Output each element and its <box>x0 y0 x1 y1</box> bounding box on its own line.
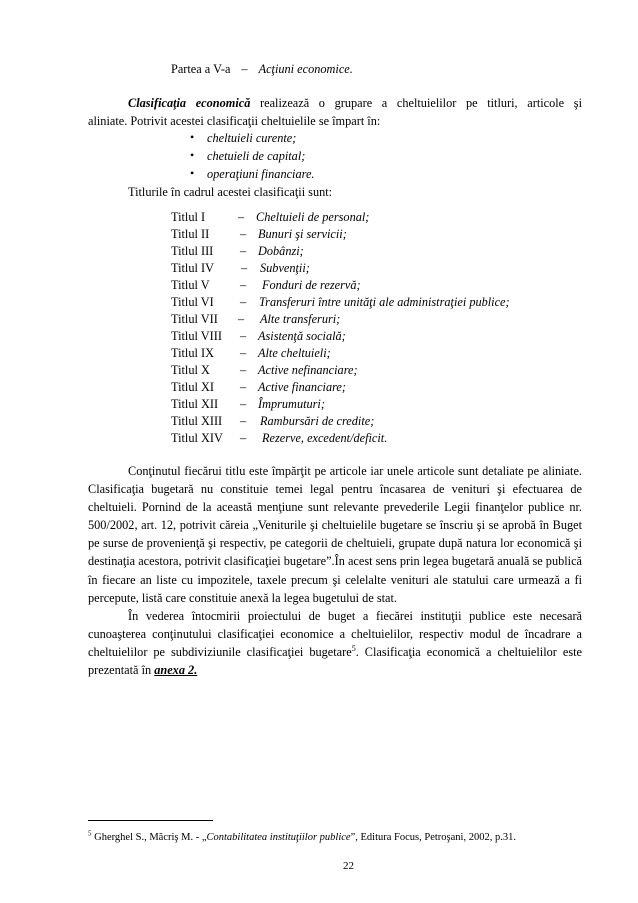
footnote-divider <box>88 820 213 821</box>
title-desc: Asistenţă socială; <box>258 329 346 343</box>
title-label: Titlul X <box>171 363 210 377</box>
title-desc: Alte cheltuieli; <box>258 346 331 360</box>
title-label: Titlul I <box>171 210 206 224</box>
title-dash: – <box>240 329 247 343</box>
part-subtitle: Acţiuni economice. <box>258 62 353 76</box>
title-dash: – <box>240 244 247 258</box>
title-label: Titlul XII <box>171 397 219 411</box>
title-dash: – <box>240 414 247 428</box>
title-label: Titlul VIII <box>171 329 222 343</box>
footnote-book: Contabilitatea instituţiilor publice <box>206 832 351 843</box>
body-paragraphs <box>88 462 582 679</box>
title-desc: Rambursări de credite; <box>260 414 375 428</box>
paragraph-2 <box>88 607 582 679</box>
title-label: Titlul V <box>171 278 210 292</box>
intro-rest: realizează o grupare a cheltuielilor pe titluri, articole şi <box>260 96 582 110</box>
title-dash: – <box>240 363 247 377</box>
title-desc: Active financiare; <box>258 380 346 394</box>
title-label: Titlul XIII <box>171 414 223 428</box>
title-desc: Bunuri şi servicii; <box>258 227 347 241</box>
bullet-item: chetuieli de capital; <box>207 149 306 163</box>
title-dash: – <box>240 227 247 241</box>
footnote-authors: Gherghel S., Măcriş M. - „ <box>91 832 207 843</box>
title-dash: – <box>240 295 247 309</box>
title-dash: – <box>240 397 247 411</box>
title-desc: Cheltuieli de personal; <box>256 210 370 224</box>
footnote-number: 5 <box>88 829 92 838</box>
footnote <box>88 829 516 843</box>
titles-intro: Titlurile în cadrul acestei clasificaţii sunt: <box>128 185 333 199</box>
title-desc: Subvenţii; <box>260 261 310 275</box>
title-dash: – <box>240 346 247 360</box>
title-label: Titlul III <box>171 244 214 258</box>
title-dash: – <box>238 210 245 224</box>
title-dash: – <box>241 261 248 275</box>
title-desc: Transferuri între unităţi ale administraţiei publice; <box>259 295 510 309</box>
paragraph-2-text-after: . Clasificaţia economică a cheltuielilor este prezentată în <box>88 644 582 678</box>
bullet-icon: • <box>190 130 195 144</box>
annex-link[interactable]: anexa 2. <box>154 663 198 678</box>
bullet-item: cheltuieli curente; <box>207 131 297 145</box>
intro-lead: Clasificaţia economică <box>128 96 251 110</box>
title-desc: Dobânzi; <box>258 244 304 258</box>
title-label: Titlul IV <box>171 261 214 275</box>
title-label: Titlul XIV <box>171 431 223 445</box>
page-number: 22 <box>343 860 354 872</box>
section-header <box>171 62 353 77</box>
title-desc: Active nefinanciare; <box>258 363 358 377</box>
footnote-rest: ”, Editura Focus, Petroşani, 2002, p.31. <box>350 832 516 843</box>
title-label: Titlul VII <box>171 312 218 326</box>
intro-line1 <box>128 96 582 111</box>
part-label: Partea a V-a <box>171 62 231 76</box>
footnote-ref: 5 <box>351 643 356 653</box>
title-dash: – <box>240 380 247 394</box>
title-label: Titlul VI <box>171 295 214 309</box>
title-desc: Alte transferuri; <box>260 312 341 326</box>
title-label: Titlul IX <box>171 346 214 360</box>
title-dash: – <box>240 278 247 292</box>
title-dash: – <box>238 312 245 326</box>
bullet-icon: • <box>190 148 195 162</box>
title-desc: Împrumuturi; <box>258 397 325 411</box>
paragraph-2-text: În vederea întocmirii proiectului de buget a fiecărei instituţii publice este necesară cunoaşterea conţinutului clasificaţiei economice a cheltuielilor, respectiv modul de încadrare a cheltuielilor pe subdiviziunile clasificaţiei bugetare <box>88 608 582 659</box>
bullet-icon: • <box>190 166 195 180</box>
paragraph-1: Conţinutul fiecărui titlu este împărţit pe articole iar unele articole sunt detaliate pe aliniate. Clasificaţia bugetară nu constituie temei legal pentru încasarea de venituri şi efectuarea de cheltuieli. Pornind de la această menţiune sunt relevante prevederile Legii finanţelor publice nr. 500/2002, art. 12, potrivit căreia „Veniturile şi cheltuielile bugetare se înscriu şi se aprobă în Buget pe surse de provenienţă şi respectiv, pe categorii de cheltuieli, grupate după natura lor economică şi destinaţia acestora, potrivit clasificaţiei bugetare”.În acest sens prin legea bugetară anuală se publică în fiecare an liste cu impozitele, taxele precum şi celelalte venituri ale statului care urmează a fi percepute, listă care constituie anexă la legea bugetului de stat. <box>88 464 582 605</box>
intro-line2: aliniate. Potrivit acestei clasificaţii cheltuielile se împart în: <box>88 114 381 128</box>
header-dash: – <box>241 62 248 76</box>
title-dash: – <box>240 431 247 445</box>
title-label: Titlul II <box>171 227 210 241</box>
bullet-item: operaţiuni financiare. <box>207 167 315 181</box>
title-desc: Fonduri de rezervă; <box>262 278 361 292</box>
title-desc: Rezerve, excedent/deficit. <box>262 431 388 445</box>
title-label: Titlul XI <box>171 380 214 394</box>
